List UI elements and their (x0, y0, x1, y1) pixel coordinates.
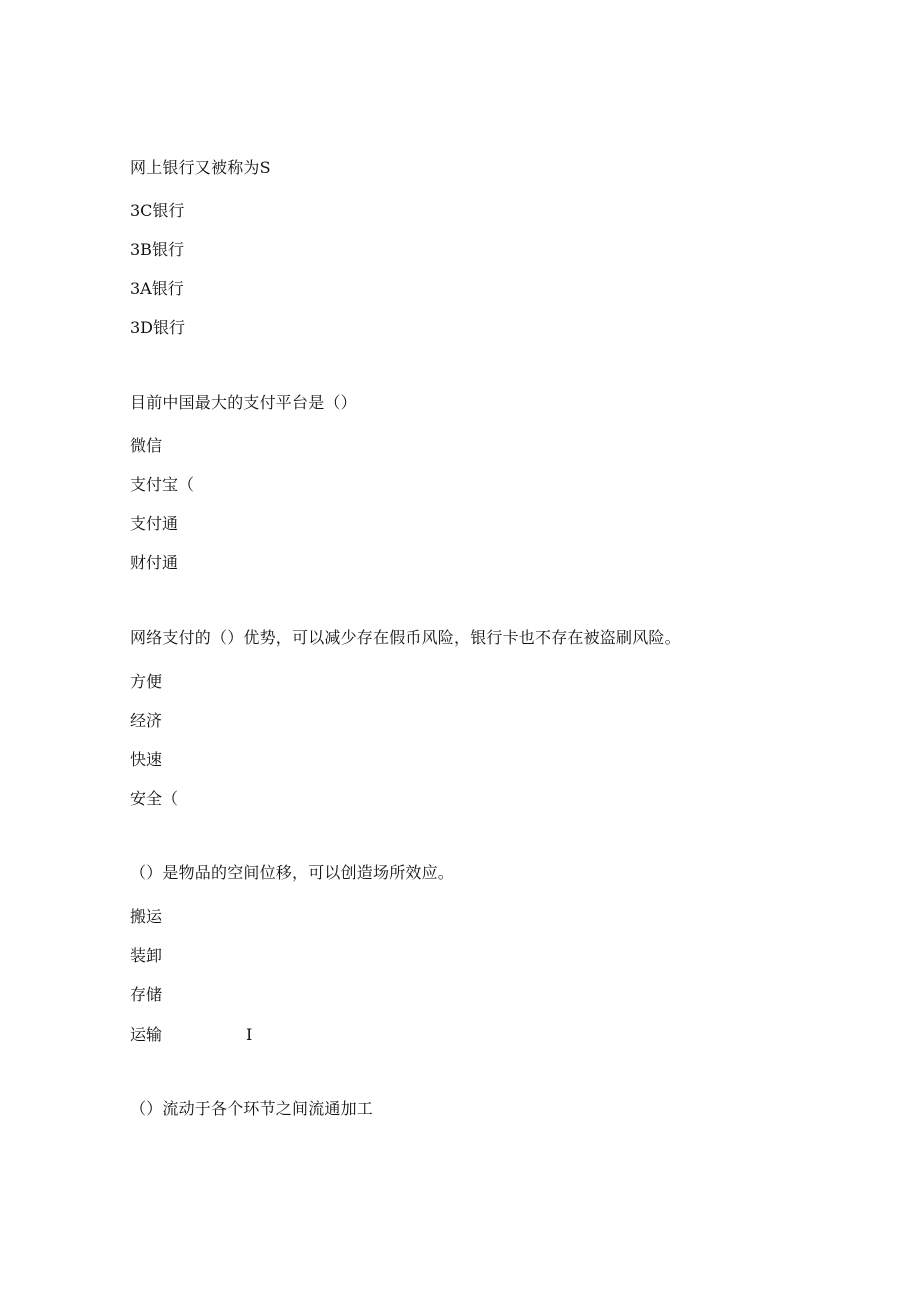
question-3-text: 网络支付的（）优势，可以减少存在假币风险，银行卡也不存在被盗刷风险。 (130, 628, 681, 647)
question-1-option-2: 3B银行 (130, 240, 184, 259)
question-2-option-1: 微信 (130, 436, 163, 455)
question-2-text: 目前中国最大的支付平台是（） (130, 393, 357, 412)
question-4-option-4: 运输 (130, 1025, 163, 1044)
question-1-option-1: 3C银行 (130, 201, 185, 220)
question-1-option-3: 3A银行 (130, 279, 184, 298)
question-2-option-3: 支付通 (130, 514, 179, 533)
question-4-option-3: 存储 (130, 985, 163, 1004)
question-3-option-4: 安全（ (130, 789, 179, 808)
question-2-option-4: 财付通 (130, 553, 179, 572)
question-3-option-1: 方便 (130, 672, 163, 691)
question-4-option-1: 搬运 (130, 907, 163, 926)
question-2-option-2: 支付宝（ (130, 475, 195, 494)
question-4-text: （）是物品的空间位移，可以创造场所效应。 (130, 863, 455, 882)
stray-mark: I (246, 1025, 253, 1044)
question-3-option-3: 快速 (130, 750, 163, 769)
question-4-option-2: 装卸 (130, 946, 163, 965)
question-5-text: （）流动于各个环节之间流通加工 (130, 1099, 374, 1118)
question-3-option-2: 经济 (130, 711, 163, 730)
question-1-option-4: 3D银行 (130, 318, 186, 337)
question-1-text: 网上银行又被称为S (130, 158, 271, 177)
